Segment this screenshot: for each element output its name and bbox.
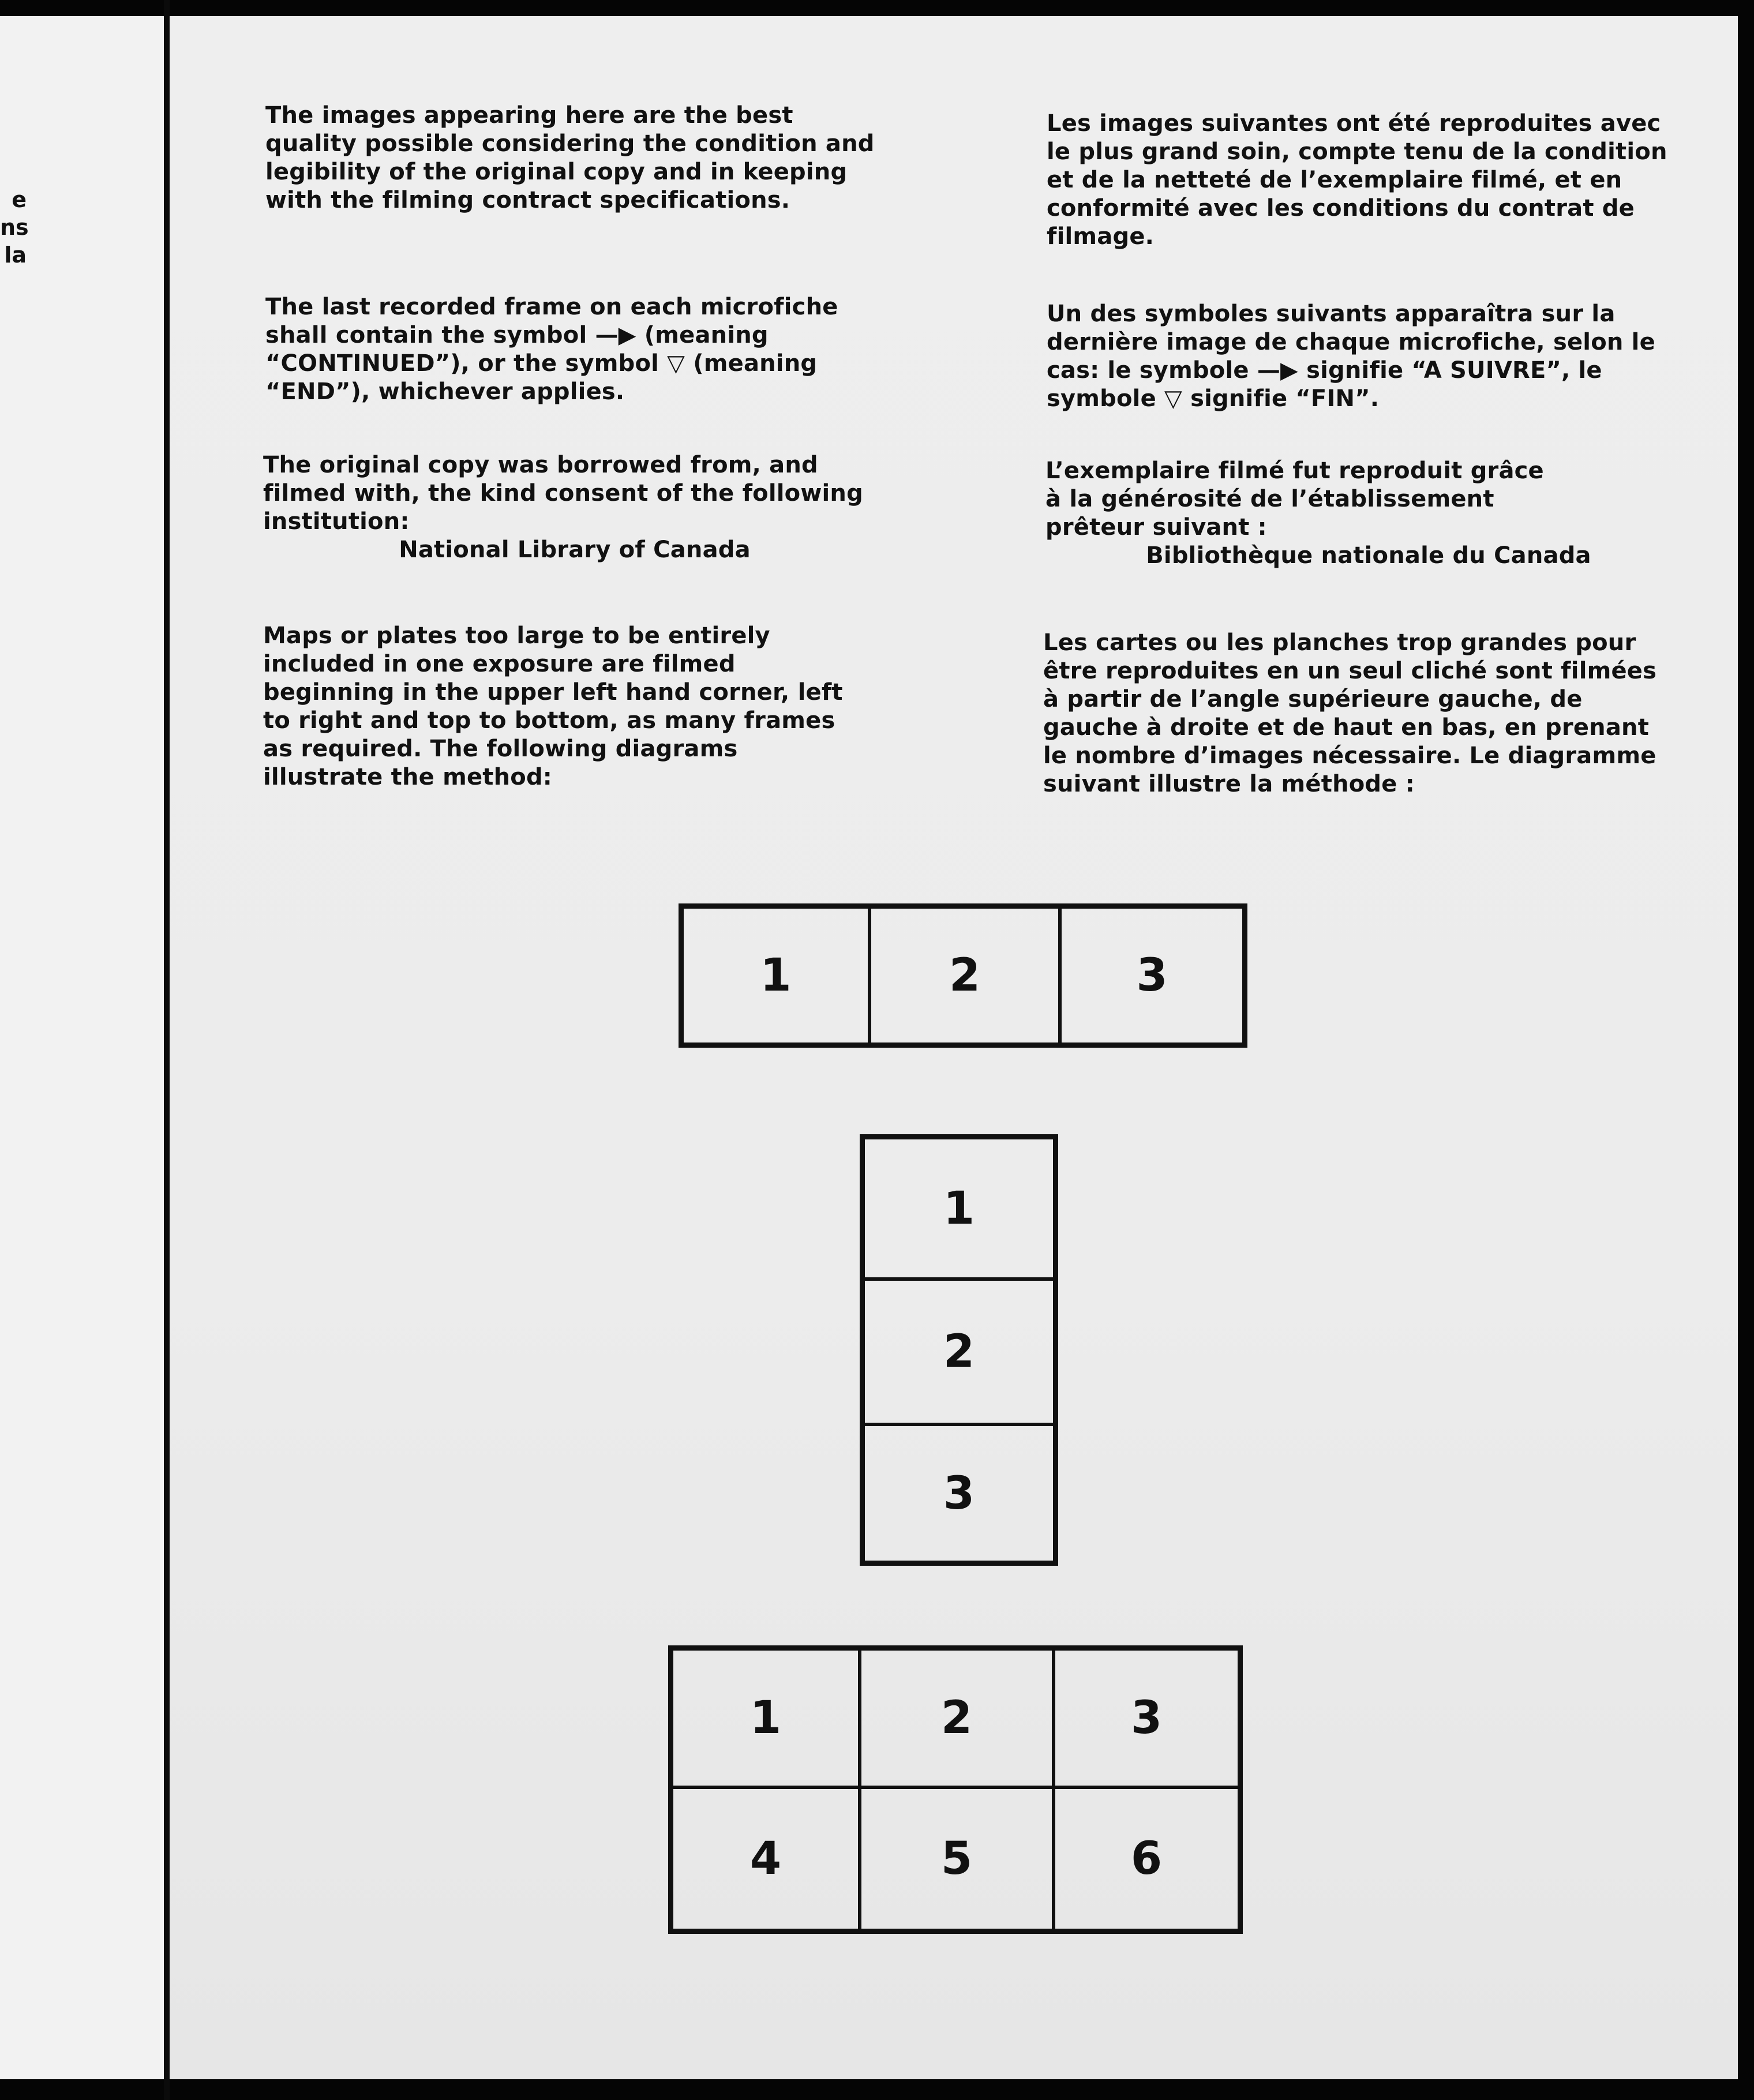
film-border-right <box>1738 0 1754 2100</box>
english-lender-block <box>263 451 886 564</box>
previous-page-fragment: ns <box>0 215 29 240</box>
previous-page-fragment: e <box>12 187 27 212</box>
diagram-cell: 2 <box>869 907 1060 1044</box>
french-lender-name: Bibliothèque nationale du Canada <box>1146 542 1591 569</box>
english-quality-paragraph: The images appearing here are the best quality possible considering the condition and legibility of the original copy and in keeping with the filming contract specifications. <box>265 102 875 213</box>
english-maps-paragraph: Maps or plates too large to be entirely included in one exposure are filmed beginning in the upper left hand corner, left to right and top to bottom, as many frames as required. The following diagrams illustrate the method: <box>263 622 843 790</box>
french-maps-paragraph: Les cartes ou les planches trop grandes pour être reproduites en un seul cliché sont filmées à partir de l’angle supérieure gauche, de gauche à droite et de haut en bas, en prenant le nombre d’images nécessaire. Le diagramme suivant illustre la méthode : <box>1043 629 1657 797</box>
english-lender-intro: The original copy was borrowed from, and filmed with, the kind consent of the following institution: <box>263 452 863 535</box>
french-lender-intro: L’exemplaire filmé fut reproduit grâce à la générosité de l’établissement prêteur suivant : <box>1045 457 1544 541</box>
diagram-cell: 4 <box>672 1787 860 1930</box>
film-border-bottom <box>0 2079 1754 2100</box>
diagram-vertical-three <box>860 1134 1058 1566</box>
previous-page-edge <box>0 16 164 2079</box>
french-symbols-paragraph: Un des symboles suivants apparaîtra sur la dernière image de chaque microfiche, selon le cas: le symbole —▶ signifie “A SUIVRE”, le symbole ▽ signifie “FIN”. <box>1047 301 1655 412</box>
previous-page-fragment: la <box>4 242 27 268</box>
page-gutter-line <box>164 0 170 2100</box>
film-border-top <box>0 0 1754 16</box>
french-lender-block <box>1045 457 1674 570</box>
diagram-cell: 6 <box>1054 1787 1239 1930</box>
english-symbols-paragraph: The last recorded frame on each microfiche shall contain the symbol —▶ (meaning “CONTINUED”), or the symbol ▽ (meaning “END”), whichever applies. <box>265 294 838 405</box>
english-lender-name: National Library of Canada <box>399 537 751 563</box>
diagram-cell: 1 <box>672 1649 860 1787</box>
diagram-cell: 5 <box>860 1787 1054 1930</box>
diagram-horizontal-three <box>679 903 1247 1048</box>
diagram-cell: 3 <box>1060 907 1244 1044</box>
diagram-cell: 1 <box>682 907 869 1044</box>
diagram-cell: 3 <box>863 1424 1055 1562</box>
diagram-grid-six <box>668 1645 1243 1934</box>
diagram-cell: 3 <box>1054 1649 1239 1787</box>
diagram-cell: 1 <box>863 1138 1055 1279</box>
diagram-cell: 2 <box>863 1279 1055 1424</box>
french-quality-paragraph: Les images suivantes ont été reproduites avec le plus grand soin, compte tenu de la condition et de la netteté de l’exemplaire filmé, et en conformité avec les conditions du contrat de filmage. <box>1047 110 1667 250</box>
diagram-cell: 2 <box>860 1649 1054 1787</box>
